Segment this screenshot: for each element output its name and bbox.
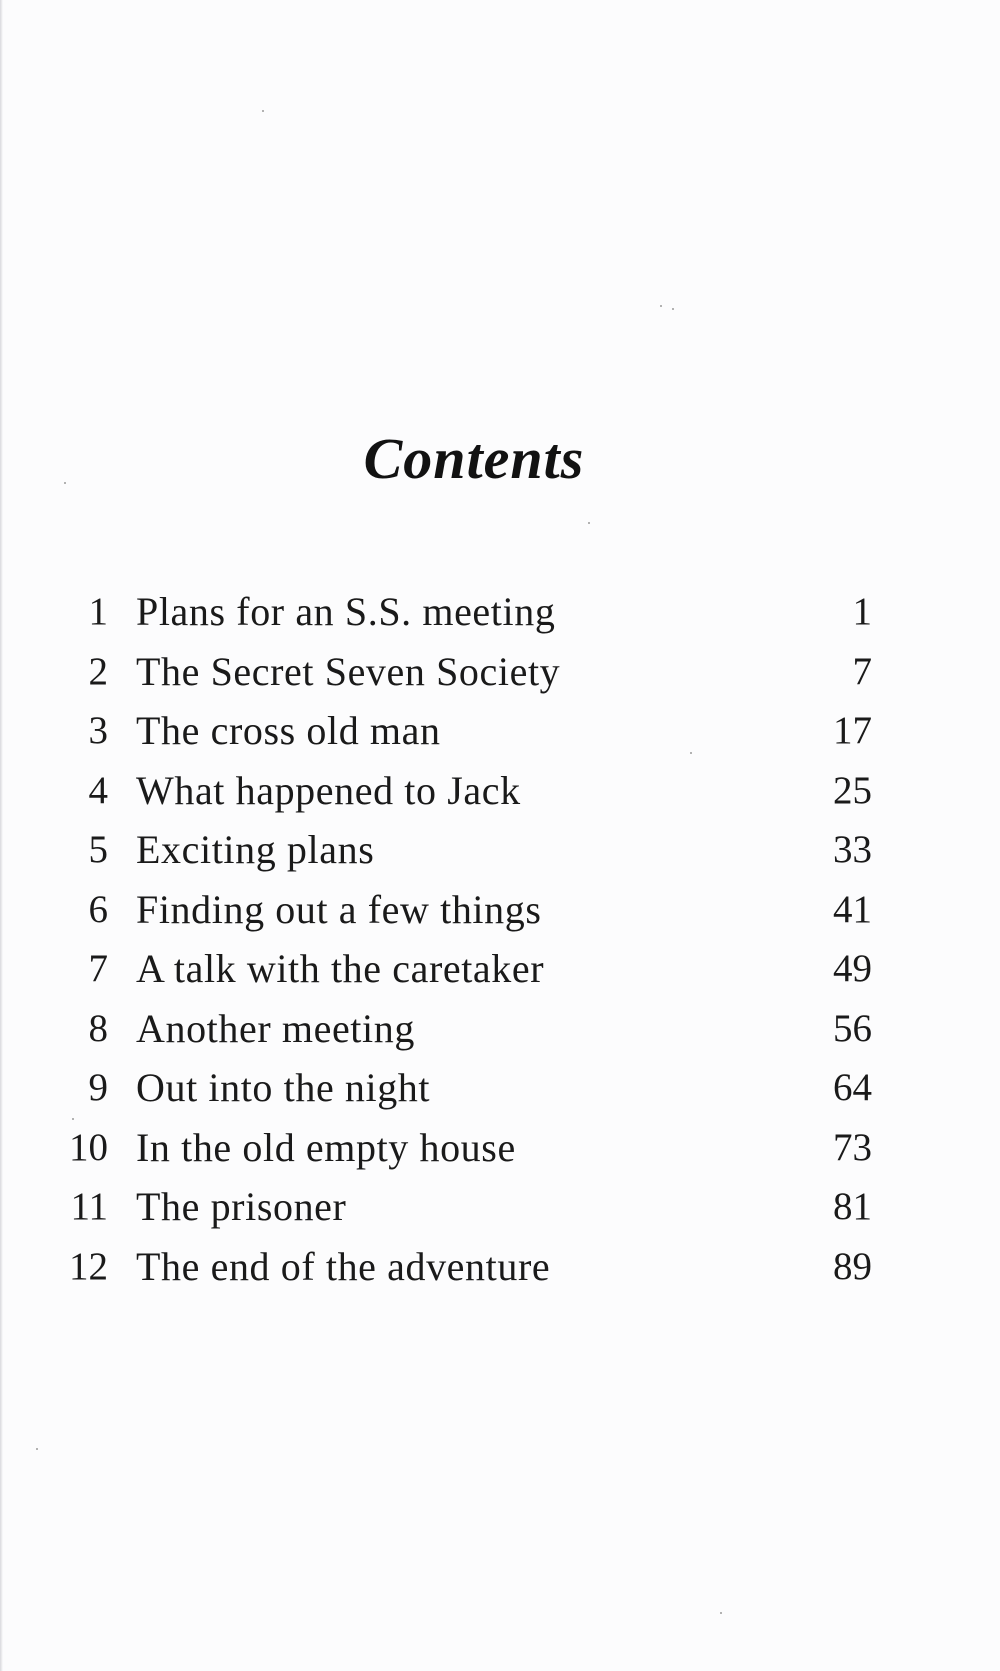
paper-speck: [720, 1612, 722, 1614]
chapter-page-number: 56: [833, 1006, 872, 1050]
chapter-title: A talk with the caretaker: [136, 946, 545, 991]
chapter-title: Another meeting: [136, 1005, 415, 1051]
chapter-title: Out into the night: [136, 1065, 431, 1110]
toc-entry: [0, 582, 1000, 642]
chapter-number: 7: [88, 947, 108, 990]
page-title: Contents: [363, 425, 585, 491]
chapter-title: The Secret Seven Society: [136, 648, 561, 694]
chapter-number: 4: [88, 768, 108, 812]
chapter-number: 1: [88, 590, 108, 633]
chapter-number: 12: [69, 1244, 108, 1288]
table-of-contents: [0, 582, 1000, 1296]
toc-entry: [0, 642, 1000, 702]
chapter-number: 2: [88, 649, 108, 693]
chapter-number: 8: [88, 1006, 108, 1050]
toc-entry: [0, 1177, 1000, 1237]
toc-entry: [0, 1058, 1000, 1118]
chapter-title: Finding out a few things: [136, 886, 542, 932]
chapter-title: Exciting plans: [136, 827, 375, 872]
chapter-number: 3: [88, 709, 108, 752]
chapter-title: The end of the adventure: [136, 1243, 551, 1289]
toc-entry: [0, 1118, 1000, 1178]
paper-speck: [660, 305, 662, 307]
chapter-page-number: 89: [833, 1244, 872, 1288]
paper-speck: [262, 110, 264, 112]
toc-entry: [0, 939, 1000, 999]
chapter-page-number: 81: [833, 1185, 872, 1228]
chapter-page-number: 25: [833, 768, 872, 812]
chapter-number: 6: [88, 887, 108, 931]
chapter-page-number: 17: [833, 709, 872, 752]
chapter-title: In the old empty house: [136, 1124, 516, 1170]
chapter-number: 9: [88, 1066, 108, 1109]
toc-entry: [0, 761, 1000, 821]
chapter-number: 10: [69, 1125, 108, 1169]
chapter-title: The cross old man: [136, 708, 441, 753]
paper-speck: [588, 522, 590, 524]
toc-entry: [0, 1237, 1000, 1297]
chapter-title: What happened to Jack: [136, 767, 521, 813]
chapter-page-number: 7: [852, 649, 872, 693]
chapter-title: The prisoner: [136, 1184, 347, 1229]
chapter-number: 5: [88, 828, 108, 871]
chapter-page-number: 41: [833, 887, 872, 931]
chapter-number: 11: [70, 1185, 108, 1228]
paper-speck: [36, 1448, 38, 1450]
paper-speck: [672, 308, 674, 310]
toc-entry: [0, 701, 1000, 761]
toc-entry: [0, 999, 1000, 1059]
chapter-title: Plans for an S.S. meeting: [136, 589, 556, 634]
toc-entry: [0, 880, 1000, 940]
chapter-page-number: 64: [833, 1066, 872, 1109]
chapter-page-number: 49: [833, 947, 872, 990]
chapter-page-number: 73: [833, 1125, 872, 1169]
toc-entry: [0, 820, 1000, 880]
chapter-page-number: 33: [833, 828, 872, 871]
chapter-page-number: 1: [852, 590, 872, 633]
